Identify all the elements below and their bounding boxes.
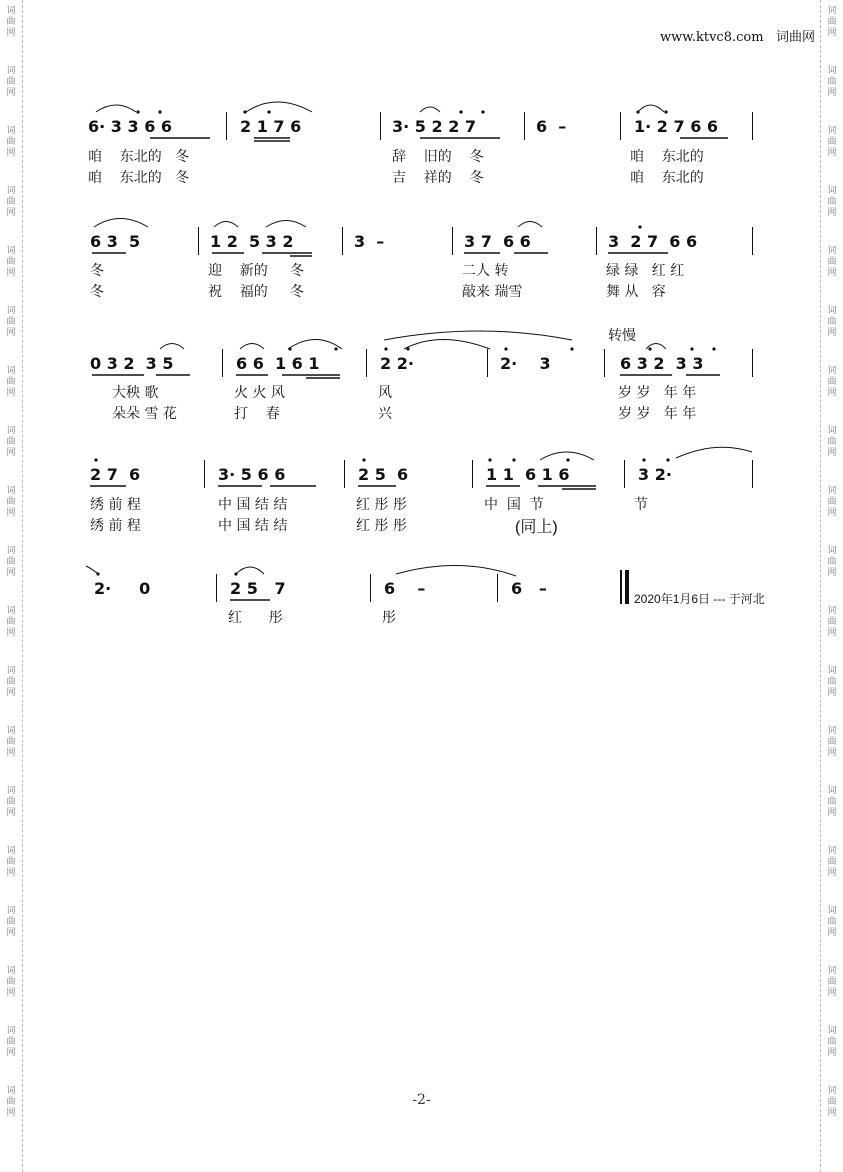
- lyric-line: 迎 新的 冬: [208, 263, 305, 279]
- lyric-line: 节: [634, 497, 648, 513]
- margin-watermark: 词 曲 网: [6, 246, 16, 278]
- barline: [342, 227, 343, 255]
- barline: [752, 349, 753, 377]
- site-url[interactable]: www.ktvc8.com: [660, 30, 764, 45]
- slur: [518, 222, 542, 228]
- margin-watermark: 词 曲 网: [827, 186, 837, 218]
- lyric-line: 红 彤 彤: [356, 497, 407, 513]
- note-group: 2· 3: [500, 354, 551, 373]
- lyric-line: 兴: [378, 406, 392, 422]
- slur: [96, 105, 136, 112]
- margin-watermark: 词 曲 网: [827, 6, 837, 38]
- barline: [596, 227, 597, 255]
- lyric-line: 红 彤 彤: [356, 518, 407, 534]
- margin-watermark: 词 曲 网: [6, 186, 16, 218]
- margin-watermark: 词 曲 网: [6, 1086, 16, 1118]
- slur: [240, 344, 264, 350]
- tie: [384, 331, 572, 340]
- lyric-line: 火 火 风: [234, 385, 285, 401]
- slur: [94, 219, 148, 228]
- slur: [404, 340, 490, 350]
- barline: [370, 574, 371, 602]
- slur: [266, 221, 306, 228]
- barline: [620, 112, 621, 140]
- lyric-line: 绿 绿 红 红: [606, 263, 685, 279]
- margin-watermark: 词 曲 网: [6, 66, 16, 98]
- lyric-line: 吉 祥的 冬: [392, 170, 484, 186]
- lyric-line: 冬: [90, 284, 104, 300]
- final-barline-thin: [620, 570, 622, 604]
- slur: [214, 222, 238, 228]
- note-group: 1 2 5 3 2: [210, 232, 294, 251]
- margin-watermark: 词 曲 网: [827, 66, 837, 98]
- lyric-line: 舞 从 容: [606, 284, 666, 300]
- barline: [752, 460, 753, 488]
- note-group: 6 –: [511, 579, 547, 598]
- lyric-line: 红 彤: [228, 610, 283, 626]
- lyric-line: 敲来 瑞雪: [462, 284, 523, 300]
- barline: [216, 574, 217, 602]
- site-header: [660, 26, 815, 45]
- barline: [752, 227, 753, 255]
- barline: [198, 227, 199, 255]
- lyric-line: 咱 东北的: [630, 149, 704, 165]
- margin-watermark: 词 曲 网: [827, 786, 837, 818]
- note-group: 1 1 6 1 6: [486, 465, 570, 484]
- margin-watermark: 词 曲 网: [827, 966, 837, 998]
- margin-watermark: 词 曲 网: [827, 1026, 837, 1058]
- lyric-line: 风: [378, 385, 392, 401]
- barline: [604, 349, 605, 377]
- tempo-marking: 转慢: [608, 327, 636, 343]
- note-group: 2 5 6: [358, 465, 409, 484]
- lyric-line: 打 春: [234, 406, 280, 422]
- barline: [752, 112, 753, 140]
- composition-date: 2020年1月6日 --- 于河北: [634, 592, 765, 606]
- lyric-line: 二人 转: [462, 263, 509, 279]
- margin-watermark: 词 曲 网: [827, 1086, 837, 1118]
- note-group: 6 6 1 6 1: [236, 354, 320, 373]
- lyric-line: 咱 东北的 冬: [88, 149, 190, 165]
- note-group: 2 5 7: [230, 579, 286, 598]
- margin-watermark: 词 曲 网: [827, 486, 837, 518]
- margin-watermark: 词 曲 网: [6, 546, 16, 578]
- margin-watermark: 词 曲 网: [6, 666, 16, 698]
- margin-watermark: 词 曲 网: [6, 1026, 16, 1058]
- barline: [472, 460, 473, 488]
- slur: [160, 344, 184, 350]
- slur: [420, 107, 440, 112]
- margin-watermark: 词 曲 网: [827, 126, 837, 158]
- lyric-line: 中 国 节: [484, 497, 544, 513]
- margin-watermark: 词 曲 网: [6, 726, 16, 758]
- margin-watermark: 词 曲 网: [6, 126, 16, 158]
- margin-watermark: 词 曲 网: [6, 6, 16, 38]
- tie-continuation: [86, 566, 98, 574]
- site-name: 词曲网: [775, 30, 815, 45]
- note-group: 3 2 7 6 6: [608, 232, 698, 251]
- slur: [540, 452, 594, 460]
- margin-watermark: 词 曲 网: [827, 366, 837, 398]
- lyric-line: 绣 前 程: [90, 518, 141, 534]
- margin-watermark: 词 曲 网: [827, 306, 837, 338]
- barline: [524, 112, 525, 140]
- note-group: 2· 0: [94, 579, 151, 598]
- note-group: 3 2·: [638, 465, 672, 484]
- page-number: -2-: [412, 1092, 431, 1108]
- lyric-line: 中 国 结 结: [218, 497, 288, 513]
- note-group: 6 3 5: [90, 232, 141, 251]
- note-group: 6 3 2 3 3: [620, 354, 704, 373]
- note-group: 2 1 7 6: [240, 117, 302, 136]
- barline: [344, 460, 345, 488]
- slur: [638, 105, 664, 112]
- margin-watermark: 词 曲 网: [6, 486, 16, 518]
- barline: [366, 349, 367, 377]
- margin-watermark: 词 曲 网: [827, 726, 837, 758]
- slur: [646, 344, 666, 350]
- barline: [497, 574, 498, 602]
- margin-watermark: 词 曲 网: [6, 306, 16, 338]
- barline: [624, 460, 625, 488]
- lyric-line: 咱 东北的: [630, 170, 704, 186]
- note-group: 6 –: [384, 579, 426, 598]
- margin-watermark: 词 曲 网: [827, 426, 837, 458]
- note-group: 3 7 6 6: [464, 232, 531, 251]
- barline: [222, 349, 223, 377]
- slur: [236, 567, 264, 574]
- margin-watermark: 词 曲 网: [827, 606, 837, 638]
- slur: [246, 102, 312, 112]
- note-group: 3 –: [354, 232, 385, 251]
- margin-watermark: 词 曲 网: [6, 966, 16, 998]
- margin-watermark: 词 曲 网: [827, 546, 837, 578]
- note-group: 6· 3 3 6 6: [88, 117, 173, 136]
- lyric-line: 冬: [90, 263, 104, 279]
- margin-watermark: 词 曲 网: [6, 786, 16, 818]
- same-as-above-note: (同上): [515, 519, 558, 536]
- tie: [676, 447, 752, 458]
- margin-watermark: 词 曲 网: [827, 666, 837, 698]
- lyric-line: 朵朵 雪 花: [112, 406, 177, 422]
- margin-watermark: 词 曲 网: [827, 906, 837, 938]
- margin-watermark: 词 曲 网: [6, 846, 16, 878]
- lyric-line: 绣 前 程: [90, 497, 141, 513]
- lyric-line: 岁 岁 年 年: [618, 385, 697, 401]
- margin-watermark: 词 曲 网: [827, 846, 837, 878]
- note-group: 3· 5 2 2 7: [392, 117, 477, 136]
- note-group: 0 3 2 3 5: [90, 354, 174, 373]
- margin-watermark: 词 曲 网: [6, 606, 16, 638]
- lyric-line: 大秧 歌: [112, 385, 159, 401]
- barline: [380, 112, 381, 140]
- note-group: 2 7 6: [90, 465, 141, 484]
- note-group: 3· 5 6 6: [218, 465, 286, 484]
- barline: [204, 460, 205, 488]
- margin-watermark: 词 曲 网: [6, 366, 16, 398]
- note-group: 2 2·: [380, 354, 414, 373]
- final-barline-thick: [625, 570, 629, 604]
- lyric-line: 咱 东北的 冬: [88, 170, 190, 186]
- lyric-line: 辞 旧的 冬: [392, 149, 484, 165]
- barline: [487, 349, 488, 377]
- barline: [452, 227, 453, 255]
- note-group: 6 –: [536, 117, 567, 136]
- lyric-line: 彤: [382, 610, 396, 626]
- barline: [226, 112, 227, 140]
- lyric-line: 中 国 结 结: [218, 518, 288, 534]
- slur: [288, 340, 342, 350]
- lyric-line: 岁 岁 年 年: [618, 406, 697, 422]
- margin-watermark: 词 曲 网: [6, 906, 16, 938]
- tie: [396, 565, 516, 576]
- note-group: 1· 2 7 6 6: [634, 117, 719, 136]
- margin-watermark: 词 曲 网: [6, 426, 16, 458]
- lyric-line: 祝 福的 冬: [208, 284, 305, 300]
- margin-watermark: 词 曲 网: [827, 246, 837, 278]
